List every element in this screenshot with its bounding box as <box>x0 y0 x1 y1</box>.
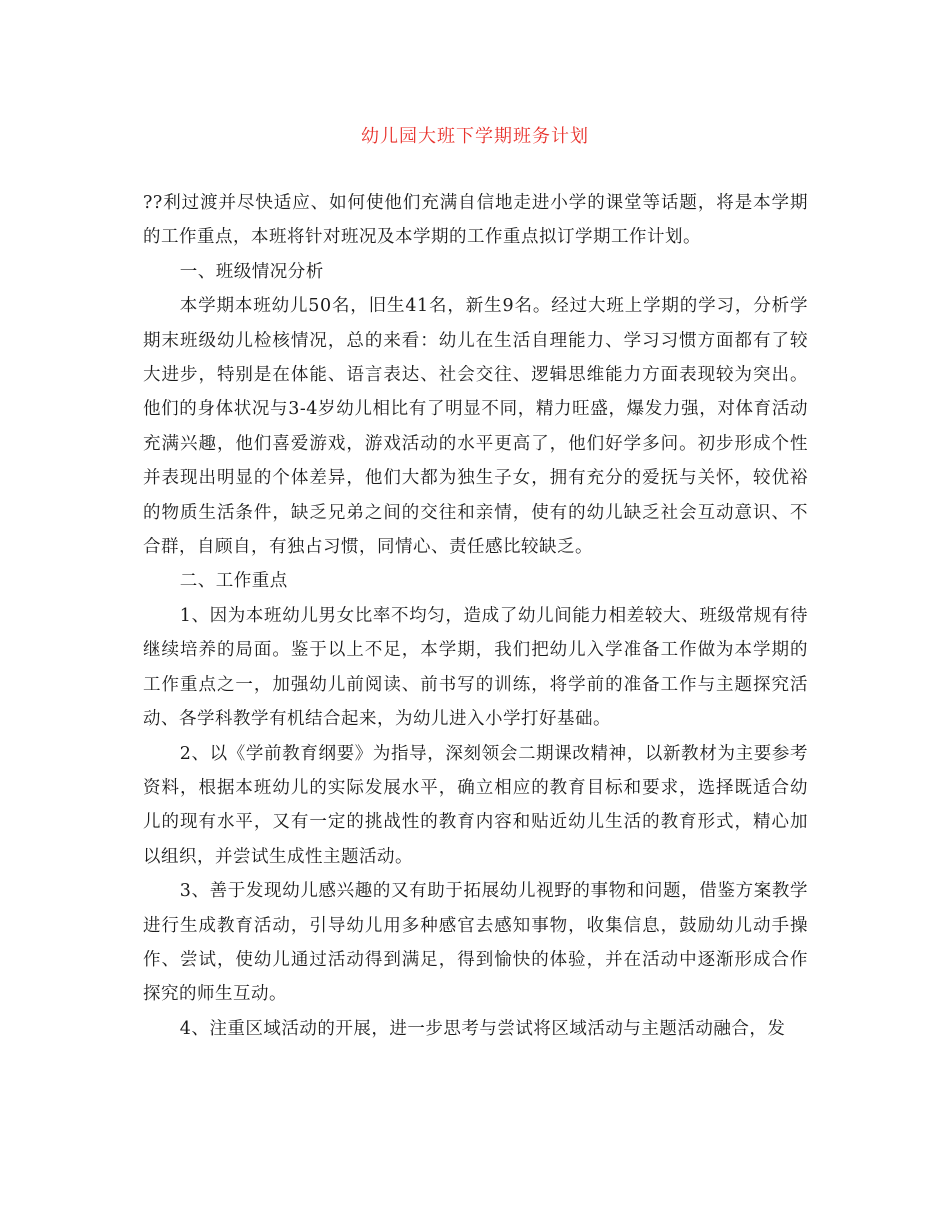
paragraph-intro: ??利过渡并尽快适应、如何使他们充满自信地走进小学的课堂等话题，将是本学期的工作重点，本班将针对班况及本学期的工作重点拟订学期工作计划。 <box>143 193 808 248</box>
section-heading-work-focus: 二、工作重点 <box>179 571 288 592</box>
document-body <box>143 186 808 1046</box>
paragraph-focus-4: 4、注重区域活动的开展，进一步思考与尝试将区域活动与主题活动融合，发 <box>179 1018 786 1039</box>
paragraph-focus-2: 2、以《学前教育纲要》为指导，深刻领会二期课改精神，以新教材为主要参考资料，根据本班幼儿的实际发展水平，确立相应的教育目标和要求，选择既适合幼儿的现有水平，又有一定的挑战性的教育内容和贴近幼儿生活的教育形式，精心加以组织，并尝试生成性主题活动。 <box>143 743 808 867</box>
document-title: 幼儿园大班下学期班务计划 <box>361 126 589 147</box>
paragraph-focus-1: 1、因为本班幼儿男女比率不均匀，造成了幼儿间能力相差较大、班级常规有待继续培养的局面。鉴于以上不足，本学期，我们把幼儿入学准备工作做为本学期的工作重点之一，加强幼儿前阅读、前书写的训练，将学前的准备工作与主题探究活动、各学科教学有机结合起来，为幼儿进入小学打好基础。 <box>143 605 808 730</box>
paragraph-class-analysis: 本学期本班幼儿50名，旧生41名，新生9名。经过大班上学期的学习，分析学期末班级幼儿检核情况，总的来看：幼儿在生活自理能力、学习习惯方面都有了较大进步，特别是在体能、语言表达、社会交往、逻辑思维能力方面表现较为突出。他们的身体状况与3-4岁幼儿相比有了明显不同，精力旺盛，爆发力强，对体育活动充满兴趣，他们喜爱游戏，游戏活动的水平更高了，他们好学多问。初步形成个性并表现出明显的个体差异，他们大都为独生子女，拥有充分的爱抚与关怀，较优裕的物质生活条件，缺乏兄弟之间的交往和亲情，使有的幼儿缺乏社会互动意识、不合群，自顾自，有独占习惯，同情心、责任感比较缺乏。 <box>143 296 808 558</box>
section-heading-class-analysis: 一、班级情况分析 <box>179 261 324 282</box>
paragraph-focus-3: 3、善于发现幼儿感兴趣的又有助于拓展幼儿视野的事物和问题，借鉴方案教学进行生成教育活动，引导幼儿用多种感官去感知事物，收集信息，鼓励幼儿动手操作、尝试，使幼儿通过活动得到满足，得到愉快的体验，并在活动中逐渐形成合作探究的师生互动。 <box>143 881 808 1005</box>
